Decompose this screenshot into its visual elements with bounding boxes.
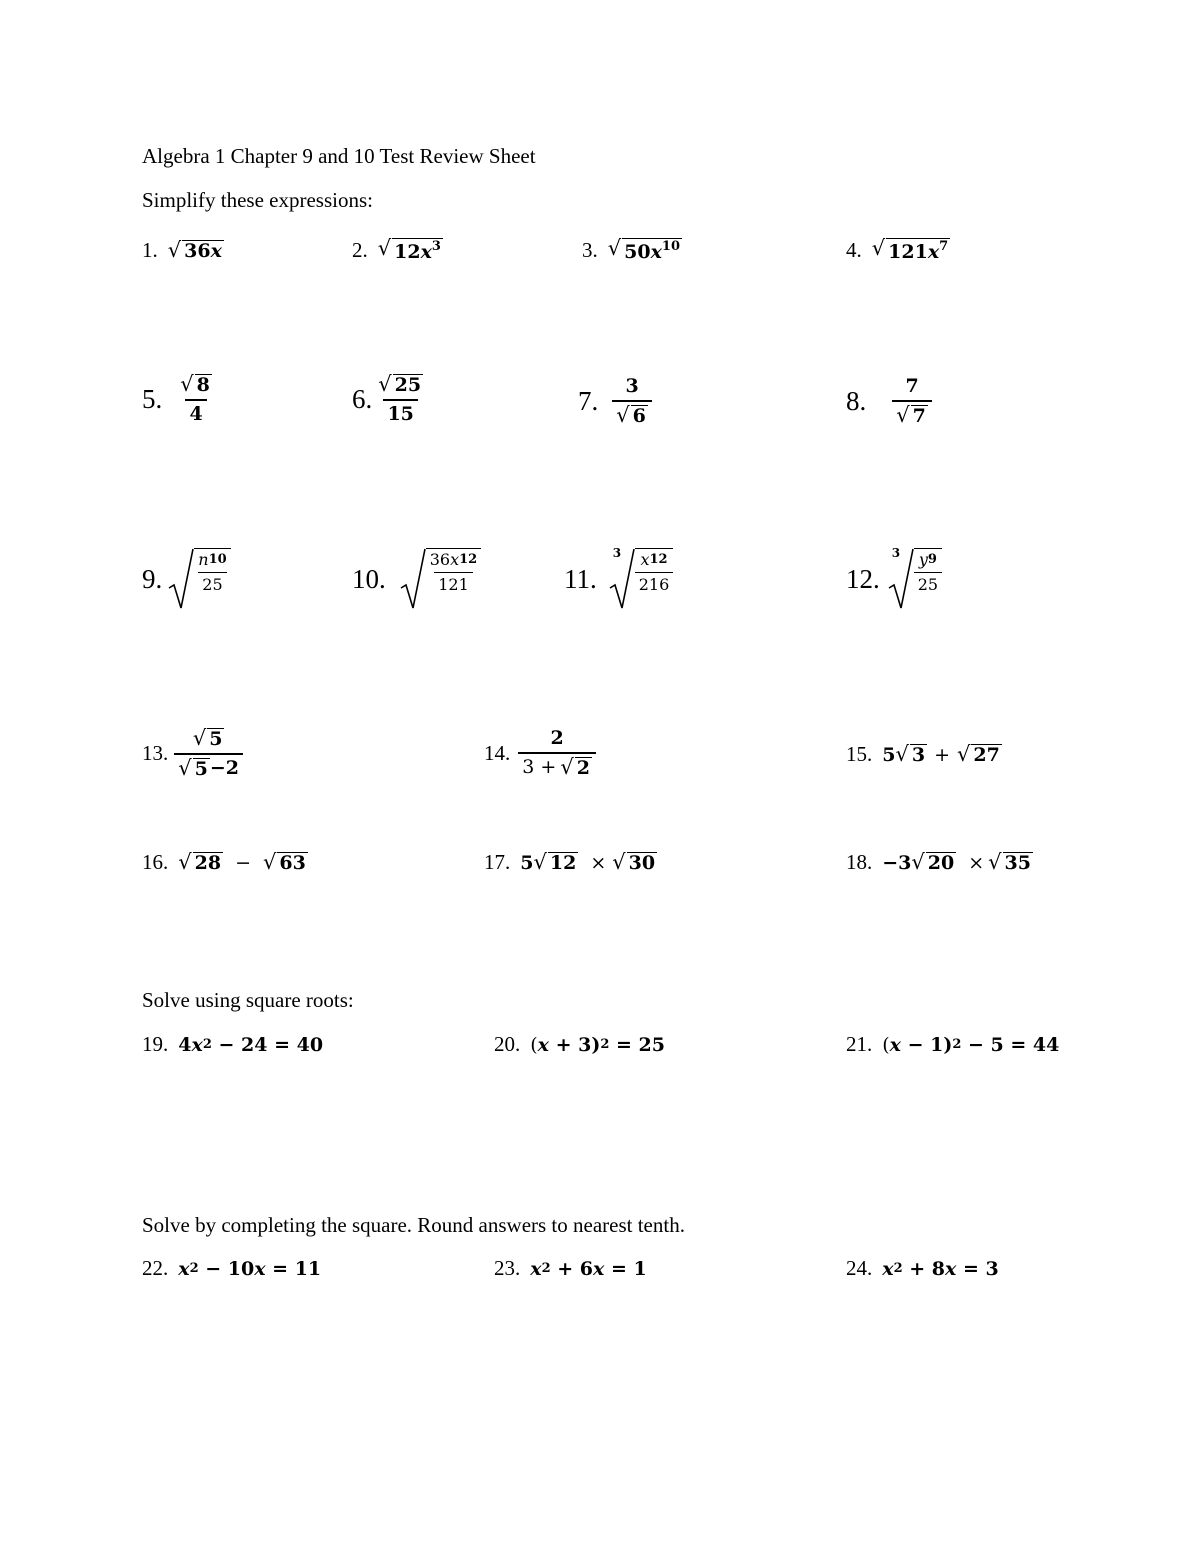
problem-21: [846, 1032, 1059, 1057]
problem-15: [846, 742, 1002, 767]
problem-number: 9.: [142, 563, 163, 594]
radical-expression: √ $50x^{10}$: [607, 236, 681, 264]
problem-22: [142, 1256, 321, 1281]
problem-number: 4.: [846, 238, 862, 262]
root-index: 3: [891, 546, 901, 560]
problem-18: [846, 850, 1033, 875]
problem-16: [142, 850, 308, 875]
problem-number: 15.: [846, 742, 873, 766]
problem-number: 8.: [846, 385, 867, 416]
fraction: 2 3 + √ 2: [518, 728, 596, 779]
problem-number: 11.: [564, 563, 597, 594]
section-heading-completing-square: Solve by completing the square. Round answers to nearest tenth.: [142, 1213, 685, 1237]
problem-number: 16.: [142, 850, 169, 874]
problem-13: [142, 728, 243, 780]
problem-number: 20.: [494, 1032, 521, 1056]
problem-number: 19.: [142, 1032, 169, 1056]
fraction: √ 25 15: [378, 372, 422, 425]
equation: ( x + 3) 2 = 25: [530, 1033, 665, 1056]
radical-expression: √ $121x^7$: [871, 236, 949, 264]
cube-root-of-fraction: 3 y 9 25: [888, 548, 942, 610]
radical-of-fraction: n 10 25: [168, 548, 230, 610]
problem-number: 13.: [142, 741, 169, 766]
radical-expression: 5 √ 12 × √ 30: [520, 849, 656, 874]
problem-number: 24.: [846, 1256, 873, 1280]
problem-number: 12.: [846, 563, 880, 594]
root-index: 3: [612, 546, 622, 560]
equation: ( x − 1) 2 − 5 = 44: [882, 1033, 1060, 1056]
problem-5: [142, 374, 216, 425]
page-title: Algebra 1 Chapter 9 and 10 Test Review Sheet: [142, 144, 536, 168]
problem-10: [352, 548, 481, 610]
problem-1: [142, 238, 224, 263]
section-heading-square-roots: Solve using square roots:: [142, 988, 354, 1012]
fraction: 7 √ 7: [892, 376, 932, 427]
problem-20: [494, 1032, 665, 1057]
radical-expression: √ 28 − √ 63: [178, 849, 306, 874]
problem-7: [578, 376, 652, 427]
section-heading-simplify: Simplify these expressions:: [142, 188, 373, 212]
problem-number: 5.: [142, 383, 163, 414]
problem-number: 21.: [846, 1032, 873, 1056]
problem-3: [582, 238, 682, 263]
radical-expression: √ 36x: [167, 237, 222, 262]
problem-number: 18.: [846, 850, 873, 874]
radical-of-fraction: 36 x 12 121: [400, 548, 481, 610]
radical-expression: √ $12x^3$: [377, 236, 441, 264]
problem-number: 17.: [484, 850, 511, 874]
fraction: √ 8 4: [180, 372, 210, 425]
problem-number: 10.: [352, 563, 386, 594]
problem-19: [142, 1032, 323, 1057]
problem-number: 3.: [582, 238, 598, 262]
radical-expression: −3 √ 20 × √ 35: [882, 849, 1031, 874]
radical-sign: [168, 548, 194, 610]
problem-9: [142, 548, 231, 610]
problem-23: [494, 1256, 647, 1281]
equation: x 2 + 6 x = 1: [530, 1257, 647, 1280]
equation: x 2 − 10 x = 11: [178, 1257, 322, 1280]
fraction: √ 5 √ 5 −2: [174, 728, 243, 780]
problem-17: [484, 850, 657, 875]
radical-expression: 5 √ 3 + √ 27: [882, 741, 1000, 766]
problem-8: [846, 376, 932, 427]
cube-root-of-fraction: 3 x 12 216: [609, 548, 674, 610]
problem-6: [352, 374, 427, 425]
problem-number: 1.: [142, 238, 158, 262]
problem-4: [846, 238, 950, 263]
problem-24: [846, 1256, 999, 1281]
equation: x 2 + 8 x = 3: [882, 1257, 999, 1280]
equation: 4 x 2 − 24 = 40: [178, 1033, 324, 1056]
problem-11: [564, 548, 673, 610]
problem-14: [484, 728, 596, 779]
radical-sign: [400, 548, 426, 610]
problem-number: 14.: [484, 740, 511, 765]
problem-number: 2.: [352, 238, 368, 262]
problem-number: 7.: [578, 385, 599, 416]
problem-12: [846, 548, 942, 610]
fraction: 3 √ 6: [612, 376, 652, 427]
problem-number: 6.: [352, 383, 373, 414]
problem-number: 22.: [142, 1256, 169, 1280]
problem-number: 23.: [494, 1256, 521, 1280]
problem-2: [352, 238, 443, 263]
